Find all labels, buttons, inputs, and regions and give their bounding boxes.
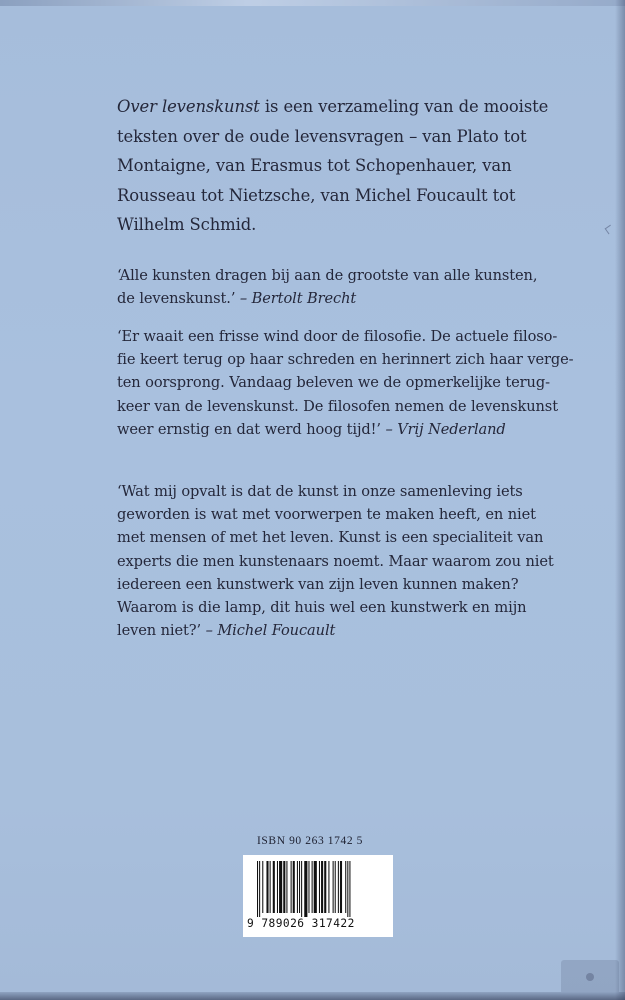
intro-line-4: Rousseau tot Nietzsche, van Michel Foucault tot — [117, 185, 516, 205]
quote-foucault — [117, 480, 554, 642]
quote-line: keer van de levenskunst. De filosofen nemen de levenskunst — [117, 397, 558, 415]
barcode-bar — [291, 861, 292, 913]
intro-line-5: Wilhelm Schmid. — [117, 215, 257, 234]
isbn-label: ISBN 90 263 1742 5 — [257, 835, 364, 847]
intro-line-3: Montaigne, van Erasmus tot Schopenhauer, van — [117, 156, 512, 175]
watermark-dot — [586, 973, 594, 981]
barcode-bar — [319, 861, 320, 913]
barcode — [243, 855, 393, 937]
barcode-bar — [328, 861, 329, 913]
barcode-bar — [349, 861, 350, 917]
barcode-bar — [293, 861, 295, 913]
barcode-bar — [321, 861, 323, 913]
quote-attribution: – Vrij Nederland — [385, 420, 506, 438]
quote-line: Waarom is die lamp, dit huis wel een kunstwerk en mijn — [117, 599, 527, 617]
book-title: Over levenskunst — [117, 97, 260, 116]
quote-line: ‘Alle kunsten dragen bij aan de grootste van alle kunsten, — [117, 267, 538, 284]
seller-watermark-icon — [561, 960, 619, 994]
barcode-bar — [273, 861, 275, 913]
barcode-bar — [301, 861, 302, 917]
barcode-bar — [335, 861, 336, 913]
barcode-bar — [286, 861, 287, 913]
barcode-bar — [266, 861, 268, 913]
quote-line: experts die men kunstenaars noemt. Maar waarom zou niet — [117, 552, 554, 570]
barcode-bar — [270, 861, 271, 913]
barcode-bar — [340, 861, 342, 913]
quote-line: ‘Wat mij opvalt is dat de kunst in onze samenleving iets — [117, 483, 523, 500]
barcode-bar — [297, 861, 298, 913]
quote-line: geworden is wat met voorwerpen te maken heeft, en niet — [117, 506, 536, 524]
quote-line-with-attribution: de levenskunst.’ – Bertolt Brecht — [117, 290, 357, 308]
barcode-bar — [314, 861, 317, 913]
quote-line-with-attribution: leven niet?’ – Michel Foucault — [117, 622, 336, 640]
quote-line: ‘Er waait een frisse wind door de filosofie. De actuele filoso- — [117, 328, 558, 345]
barcode-bar — [347, 861, 348, 917]
intro-line-2: teksten over de oude levensvragen – van Plato tot — [117, 126, 527, 146]
quote-attribution: – Michel Foucault — [205, 622, 336, 640]
barcode-bar — [262, 861, 263, 913]
intro-paragraph — [117, 92, 549, 240]
quote-line: ten oorsprong. Vandaag beleven we de opmerkelijke terug- — [117, 374, 550, 392]
quote-line: fie keert terug op haar schreden en herinnert zich haar verge- — [117, 351, 574, 369]
barcode-bar — [338, 861, 339, 913]
quote-brecht — [117, 264, 538, 310]
barcode-bar — [304, 861, 307, 917]
barcode-bar — [308, 861, 309, 913]
barcode-bar — [345, 861, 346, 913]
barcode-bar — [312, 861, 313, 913]
cover-bottom-edge — [0, 992, 625, 1000]
barcode-bar — [277, 861, 278, 913]
barcode-bar — [333, 861, 334, 913]
barcode-bar — [324, 861, 326, 913]
tick-mark — [605, 225, 615, 235]
quote-line: met mensen of met het leven. Kunst is een specialiteit van — [117, 529, 544, 547]
barcode-bar — [283, 861, 285, 913]
intro-line-1: Over levenskunst is een verzameling van de mooiste — [117, 97, 549, 116]
barcode-bar — [279, 861, 282, 913]
barcode-bar — [299, 861, 300, 913]
quote-line-with-attribution: weer ernstig en dat werd hoog tijd!’ – Vrij Nederland — [117, 420, 506, 438]
barcode-bar — [257, 861, 258, 917]
quote-attribution: – Bertolt Brecht — [239, 290, 357, 308]
quote-line: iedereen een kunstwerk van zijn leven kunnen maken? — [117, 575, 519, 593]
barcode-number: 9 789026 317422 — [247, 917, 355, 930]
barcode-bar — [259, 861, 260, 917]
barcode-bars — [255, 861, 381, 917]
quote-vrij-nederland — [117, 325, 574, 441]
